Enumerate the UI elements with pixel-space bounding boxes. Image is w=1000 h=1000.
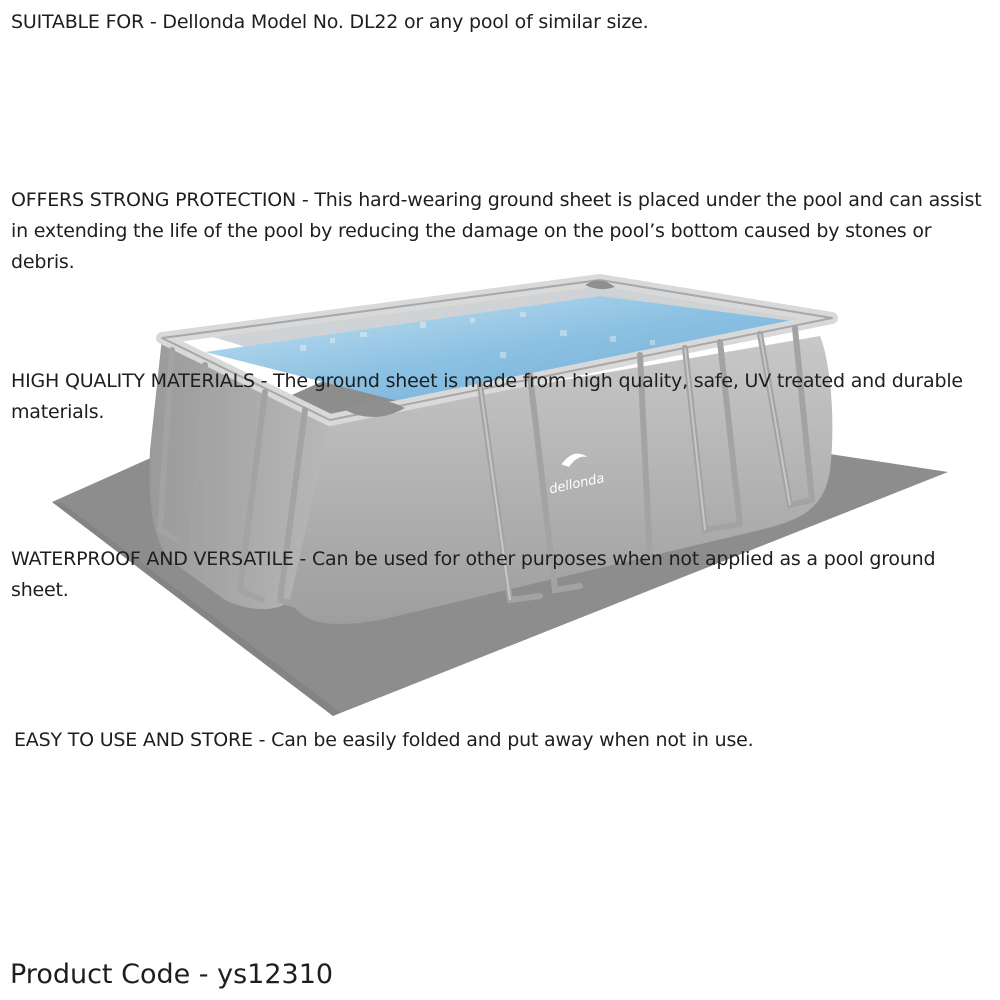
feature-easy-to-use: EASY TO USE AND STORE - Can be easily folded and put away when not in use.	[14, 729, 754, 751]
feature-waterproof-versatile: WATERPROOF AND VERSATILE - Can be used for other purposes when not applied as a pool ground sheet.	[11, 548, 936, 601]
product-code: Product Code - ys12310	[10, 959, 334, 990]
feature-strong-protection: OFFERS STRONG PROTECTION - This hard-wearing ground sheet is placed under the pool and can assist in extending the life of the pool by reducing the damage on the pool’s bottom caused by stones or debris.	[11, 189, 982, 273]
svg-text:dellonda: dellonda	[547, 471, 606, 498]
feature-high-quality-materials: HIGH QUALITY MATERIALS - The ground sheet is made from high quality, safe, UV treated and durable materials.	[11, 370, 963, 423]
feature-suitable-for: SUITABLE FOR - Dellonda Model No. DL22 or any pool of similar size.	[11, 11, 649, 33]
